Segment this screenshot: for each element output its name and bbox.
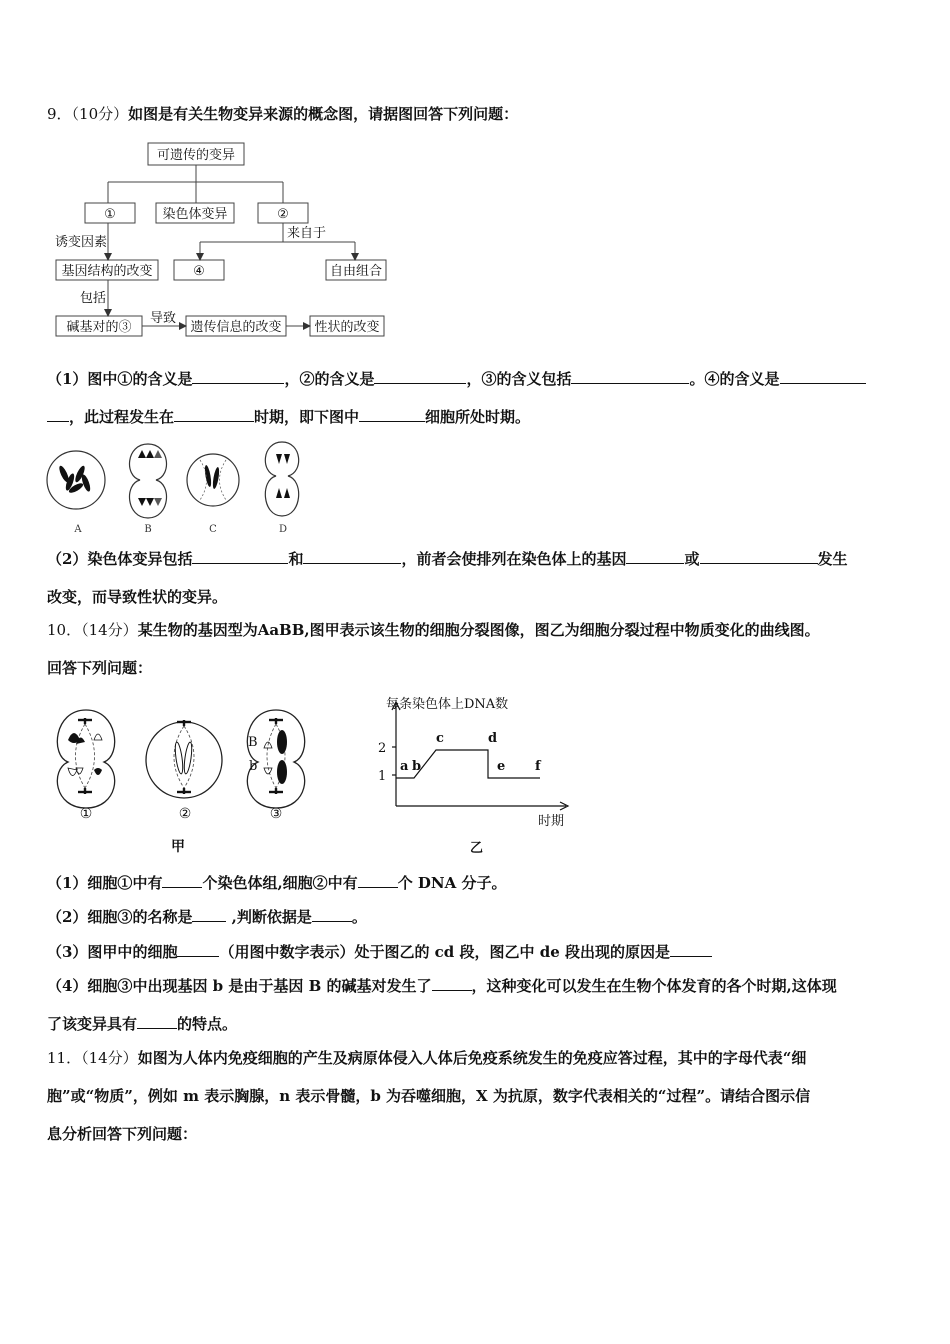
q9-part1-line2 (47, 407, 530, 427)
q11-line1 (47, 1048, 806, 1068)
q10-p1-text-b: 个染色体组,细胞②中有 (202, 874, 358, 892)
label-genetic-info: 遗传信息的改变 (190, 320, 282, 335)
answer-blank[interactable] (192, 907, 226, 922)
point-label-b: b (412, 759, 422, 774)
q9-part2-line1 (47, 549, 848, 569)
q9-p1-text-g: 细胞所处时期。 (425, 408, 531, 426)
label-mutagen: 诱变因素 (55, 235, 108, 250)
variation-concept-map (50, 138, 400, 343)
cell-label-a: A (74, 524, 82, 535)
q10-stem-text: 某生物的基因型为AaBB,图甲表示该生物的细胞分裂图像，图乙为细胞分裂过程中物质变化的曲线图。 (137, 621, 820, 639)
cell-label-d: D (278, 524, 288, 535)
q9-stem (47, 104, 518, 124)
q10-p1-text-c: 个 DNA 分子。 (397, 874, 507, 892)
q10-score: （14分） (81, 621, 138, 639)
cell-label-c: C (209, 524, 217, 535)
q9-p1-text-b: ，②的含义是 (284, 370, 375, 388)
point-label-c: c (436, 731, 444, 746)
q10-p4-text-d: 的特点。 (177, 1015, 238, 1033)
q10-p3-text-b: （用图中数字表示）处于图乙的 cd 段，图乙中 de 段出现的原因是 (219, 943, 670, 961)
q9-p1-text-c: ，③的含义包括 (466, 370, 572, 388)
answer-blank[interactable] (47, 407, 69, 422)
label-gene-structure: 基因结构的改变 (61, 264, 153, 279)
point-label-d: d (488, 731, 498, 746)
y-tick-label-2: 2 (378, 741, 387, 756)
answer-blank[interactable] (137, 1014, 177, 1029)
y-axis-label: 每条染色体上DNA数 (386, 697, 509, 712)
label-node-2: ② (277, 207, 289, 222)
q10-p3-text-a: （3）图甲中的细胞 (47, 943, 178, 961)
q9-p2-text-c: ，前者会使排列在染色体上的基因 (401, 550, 627, 568)
gene-label-B: B (248, 735, 258, 750)
q9-p1-text-a: （1）图中①的含义是 (47, 370, 193, 388)
q9-p2-text-d: 或 (684, 550, 700, 568)
label-includes: 包括 (80, 291, 107, 306)
answer-blank[interactable] (374, 369, 466, 384)
label-free-combination: 自由组合 (329, 264, 383, 279)
q10-part1 (47, 873, 507, 893)
q11-number: 11． (47, 1049, 82, 1067)
answer-blank[interactable] (780, 369, 866, 384)
label-trait: 性状的改变 (314, 320, 380, 335)
q9-p2-text-b: 和 (288, 550, 304, 568)
answer-blank[interactable] (192, 549, 288, 564)
point-label-a: a (400, 759, 409, 774)
label-leads-to: 导致 (150, 311, 177, 326)
answer-blank[interactable] (571, 369, 689, 384)
cell-number-3: ③ (269, 806, 283, 822)
answer-blank[interactable] (192, 369, 284, 384)
q9-p1-text-f: 时期，即下图中 (254, 408, 360, 426)
x-axis-label: 时期 (538, 814, 565, 829)
q10-p1-text-a: （1）细胞①中有 (47, 874, 163, 892)
label-root: 可遗传的变异 (156, 148, 236, 163)
answer-blank[interactable] (177, 942, 219, 957)
answer-blank[interactable] (626, 549, 684, 564)
q11-score: （14分） (81, 1049, 138, 1067)
cell-division-figures (40, 436, 320, 540)
caption-yi: 乙 (470, 841, 484, 856)
label-node-4: ④ (193, 264, 205, 279)
q10-part2 (47, 907, 367, 927)
answer-blank[interactable] (670, 942, 712, 957)
figure-jia-cells (46, 700, 316, 860)
answer-blank[interactable] (174, 407, 254, 422)
cell-number-1: ① (79, 806, 93, 822)
q9-p1-text-e: ，此过程发生在 (69, 408, 175, 426)
answer-blank[interactable] (359, 407, 425, 422)
label-comes-from: 来自于 (287, 226, 327, 241)
q10-part3 (47, 942, 712, 962)
answer-blank[interactable] (303, 549, 401, 564)
q9-number: 9． (47, 105, 72, 123)
q10-p4-text-c: 了该变异具有 (47, 1015, 138, 1033)
q11-text-line1: 如图为人体内免疫细胞的产生及病原体侵入人体后免疫系统发生的免疫应答过程，其中的字母代表“细 (137, 1049, 807, 1067)
q9-p2-text-a: （2）染色体变异包括 (47, 550, 193, 568)
figure-yi-chart (370, 688, 590, 860)
caption-jia: 甲 (171, 839, 185, 855)
q10-part4-line1 (47, 976, 837, 996)
q9-stem-text: 如图是有关生物变异来源的概念图，请据图回答下列问题： (128, 105, 519, 123)
q9-part2-line2: 改变，而导致性状的变异。 (47, 588, 228, 606)
answer-blank[interactable] (162, 873, 202, 888)
q10-stem-line2: 回答下列问题： (47, 659, 153, 677)
cell-number-2: ② (178, 806, 192, 822)
cell-2-membrane (146, 722, 222, 798)
q11-text-line3: 息分析回答下列问题： (47, 1125, 198, 1143)
answer-blank[interactable] (312, 907, 352, 922)
y-tick-label-1: 1 (378, 769, 387, 784)
q10-p4-text-b: ，这种变化可以发生在生物个体发育的各个时期,这体现 (471, 977, 837, 995)
q9-p2-text-e: 发生 (817, 550, 848, 568)
q10-p2-text-a: （2）细胞③的名称是 (47, 908, 193, 926)
label-base-pair: 碱基对的③ (66, 320, 132, 335)
cell-c-membrane (187, 454, 239, 506)
q9-score: （10分） (71, 105, 129, 123)
q10-number: 10． (47, 621, 82, 639)
label-node-1: ① (104, 207, 116, 222)
cell-d-membrane (265, 442, 298, 516)
label-chromosome-variation: 染色体变异 (162, 207, 228, 222)
q10-p2-text-b: ,判断依据是 (226, 908, 312, 926)
answer-blank[interactable] (358, 873, 398, 888)
q9-part1-line1 (47, 369, 866, 389)
answer-blank[interactable] (432, 976, 472, 991)
cell-label-b: B (144, 524, 152, 535)
q10-part4-line2 (47, 1014, 237, 1034)
gene-label-b: b (249, 759, 258, 774)
point-label-f: f (535, 759, 541, 774)
q10-stem (47, 620, 820, 640)
answer-blank[interactable] (700, 549, 818, 564)
q10-p4-text-a: （4）细胞③中出现基因 b 是由于基因 B 的碱基对发生了 (47, 977, 432, 995)
q9-p1-text-d: 。④的含义是 (689, 370, 780, 388)
q11-text-line2: 胞”或“物质”，例如 m 表示胸腺，n 表示骨髓，b 为吞噬细胞，X 为抗原，数字代表相关的“过程”。请结合图示信 (47, 1087, 811, 1105)
q10-p2-text-c: 。 (351, 908, 367, 926)
point-label-e: e (497, 759, 506, 774)
